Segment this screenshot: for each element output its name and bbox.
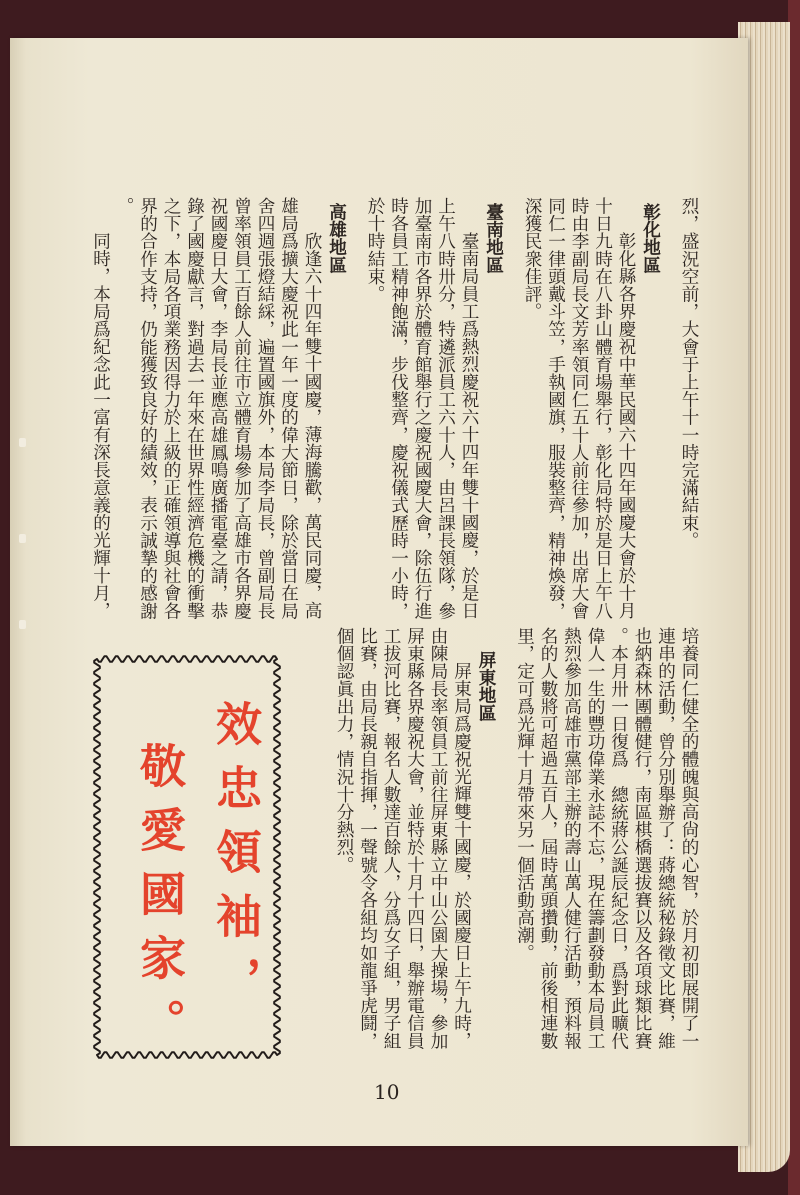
text-column: 加臺南市各界於體育館舉行之慶祝國慶大會，除伍行進 bbox=[412, 197, 432, 620]
section-heading: 屏東地區 bbox=[476, 651, 497, 722]
text-column: 個個認眞出力，情況十分熱烈。 bbox=[334, 627, 354, 874]
binding-hole bbox=[19, 534, 26, 543]
text-column: 彰化縣各界慶祝中華民國六十四年國慶大會於十月 bbox=[616, 232, 636, 620]
text-column: 上午八時卅分，特遴派員工六十人，由呂課長領隊，參 bbox=[435, 197, 456, 620]
text-column: 欣逢六十四年雙十國慶，薄海騰歡，萬民同慶，高 bbox=[302, 232, 322, 620]
slogan-line-patriotism: 敬愛國家。 bbox=[133, 742, 187, 1062]
text-column: 之下，本局各項業務因得力於上級的正確領導與社會各 bbox=[161, 197, 181, 620]
text-column: 比賽，由局長親自指揮，一聲號令各組均如龍爭虎鬪， bbox=[357, 627, 378, 1050]
binding-hole bbox=[19, 438, 26, 447]
text-column: 錄了國慶獻言，對過去一年來在世界性經濟危機的衝擊 bbox=[184, 197, 205, 620]
text-column: 界的合作支持，仍能獲致良好的績效，表示誠摯的感謝 bbox=[137, 197, 158, 620]
paragraph-continued bbox=[677, 197, 701, 623]
text-column: 時由李副局長文芳率領同仁五十人前往參加，出席大會 bbox=[569, 197, 589, 620]
text-column: 舍四週張燈結綵，遍置國旗外，本局李局長，曾副局長 bbox=[255, 197, 275, 620]
text-column: 臺南局員工爲熱烈慶祝六十四年雙十國慶，於是日 bbox=[459, 232, 479, 620]
slogan-line-loyalty: 效忠領袖， bbox=[209, 700, 263, 1020]
paragraph bbox=[332, 627, 473, 1053]
text-column: 曾率領員工百餘人前往市立體育場參加了高雄市各界慶 bbox=[231, 197, 252, 620]
text-column: 祝國慶日大會，李局長並應高雄鳳鳴廣播電臺之請，恭 bbox=[208, 197, 228, 620]
text-column: 烈，盛況空前，大會于上午十一時完滿結束。 bbox=[679, 197, 699, 549]
text-column: 於十時結束。 bbox=[365, 197, 385, 303]
text-column: 連串的活動，曾分別舉辦了：蔣總統秘錄徵文比賽，維 bbox=[655, 627, 676, 1050]
text-column: 偉人一生的豐功偉業永誌不忘，現在籌劃發動本局員工 bbox=[585, 627, 605, 1050]
text-column: 。 bbox=[114, 197, 134, 215]
text-column: 同時，本局爲紀念此一富有深長意義的光輝十月， bbox=[90, 232, 111, 620]
upper-text-block bbox=[88, 197, 700, 623]
text-column: 時各員工精神飽滿，步伐整齊，慶祝儀式歷時一小時， bbox=[388, 197, 409, 620]
page-number: 10 bbox=[374, 1080, 400, 1104]
text-column: 屏東縣各界慶祝大會，並特於十月十四日，舉辦電信員 bbox=[404, 627, 425, 1050]
text-column: 同仁一律頭戴斗笠，手執國旗，服裝整齊，精神煥發， bbox=[545, 197, 566, 620]
section-heading: 高雄地區 bbox=[326, 203, 348, 274]
text-column: 由陳局長率領員工前往屏東縣立中山公園大操場，參加 bbox=[428, 627, 448, 1050]
section-heading: 臺南地區 bbox=[483, 203, 505, 274]
section-heading: 彰化地區 bbox=[640, 203, 662, 274]
text-column: 里，定可爲光輝十月帶來另一個活動高潮。 bbox=[514, 627, 535, 962]
text-column: 十日九時在八卦山體育場舉行，彰化局特於是日上午八 bbox=[592, 197, 613, 620]
text-column: 深獲民衆佳評。 bbox=[522, 197, 542, 321]
paragraph bbox=[88, 197, 112, 623]
paragraph-continued bbox=[512, 627, 700, 1053]
text-column: 熱烈參加高雄市黨部主辦的壽山萬人健行活動，預料報 bbox=[561, 627, 582, 1050]
text-column: 屏東局爲慶祝光輝雙十國慶，於國慶日上午九時， bbox=[451, 662, 472, 1050]
text-column: 名的人數將可超過五百人，屆時萬頭攢動，前後相連數 bbox=[538, 627, 558, 1050]
paragraph bbox=[112, 197, 324, 623]
text-column: 培養同仁健全的體魄與高尙的心智，於月初即展開了一 bbox=[679, 627, 699, 1050]
text-column: 工拔河比賽，報名人數達百餘人，分爲女子組，男子組 bbox=[381, 627, 401, 1050]
binding-hole bbox=[19, 620, 26, 629]
slogan-box bbox=[90, 652, 284, 1062]
paragraph bbox=[520, 197, 638, 623]
text-column: 也納森林團體健行，南區棋橋選拔賽以及各項球類比賽 bbox=[632, 627, 652, 1050]
lower-text-block bbox=[332, 627, 701, 1053]
text-column: 。本月卅一日復爲 總統蔣公誕辰紀念日，爲對此曠代 bbox=[608, 627, 629, 1050]
paragraph bbox=[363, 197, 481, 623]
text-column: 雄局爲擴大慶祝此一年一度的偉大節日，除於當日在局 bbox=[278, 197, 299, 620]
